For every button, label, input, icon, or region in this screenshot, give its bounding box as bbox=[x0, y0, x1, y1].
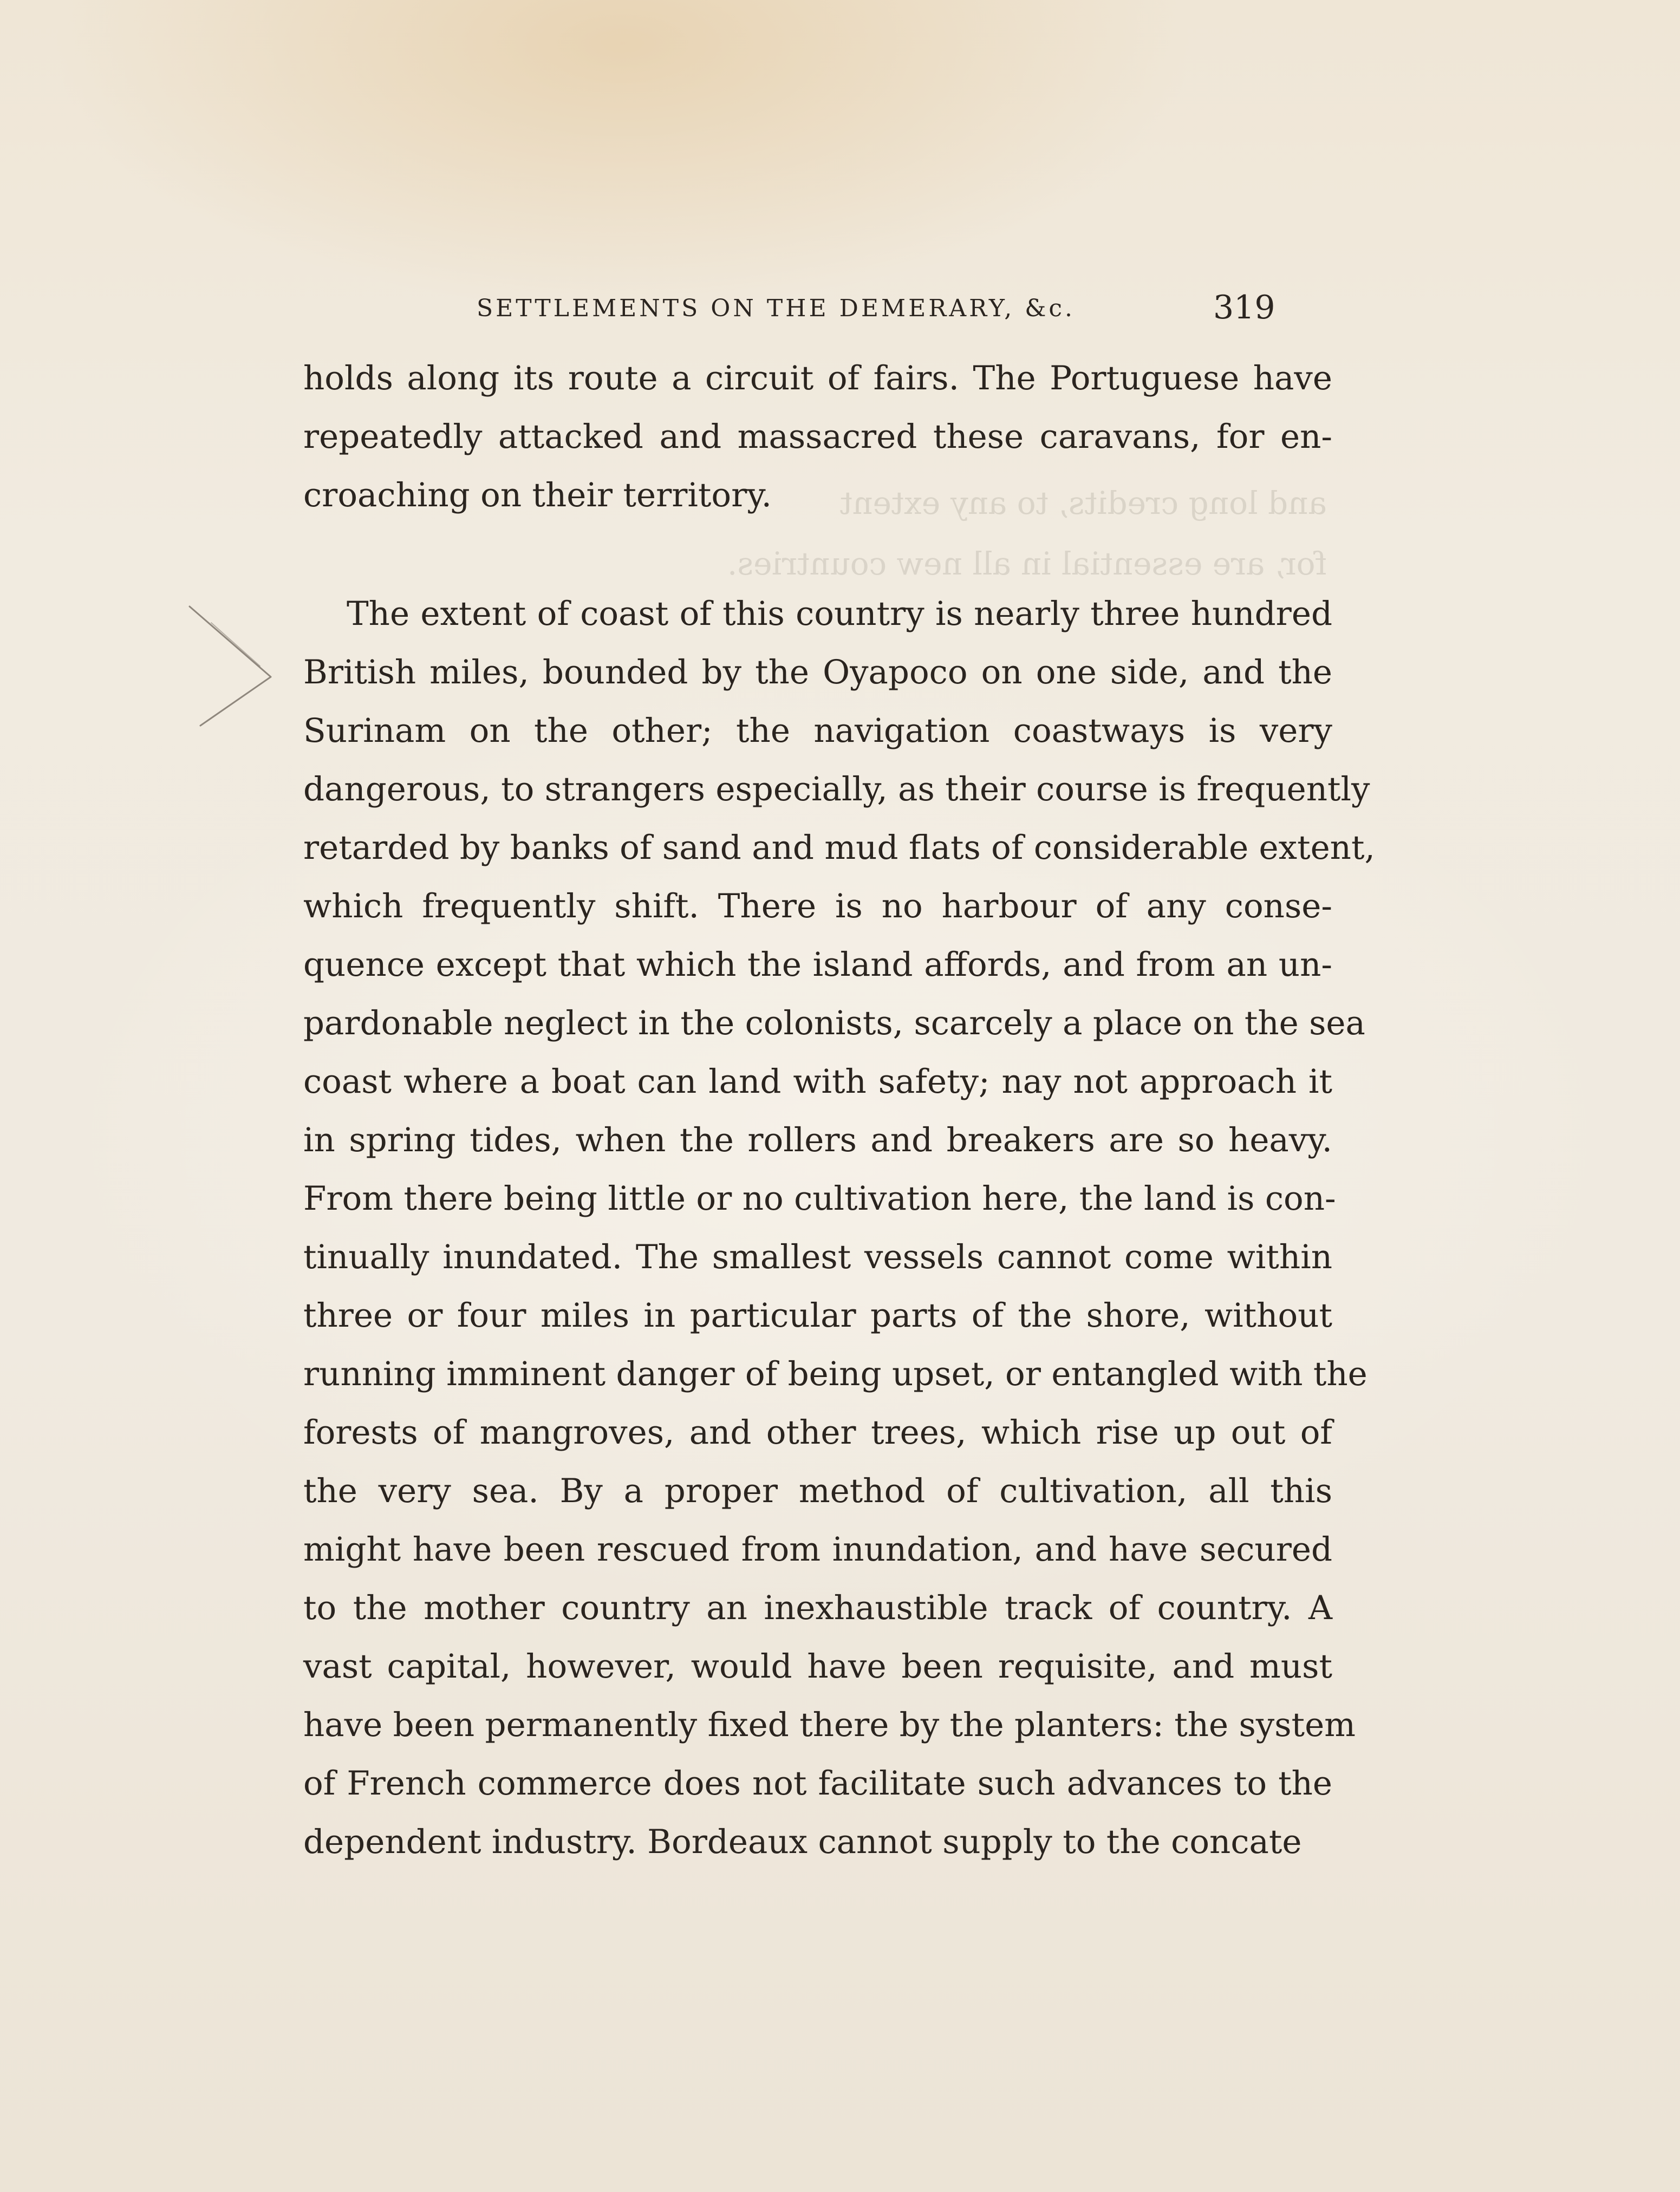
paragraph-2-line: coast where a boat can land with safety; nay not approach it bbox=[303, 1062, 1332, 1101]
paragraph-2-line: to the mother country an inexhaustible track of country. A bbox=[303, 1589, 1332, 1627]
paragraph-2-line: vast capital, however, would have been requisite, and must bbox=[303, 1647, 1332, 1686]
paragraph-1-line: croaching on their territory. bbox=[303, 476, 772, 514]
running-head-title: SETTLEMENTS ON THE DEMERARY, &c. bbox=[477, 295, 1076, 322]
paragraph-2-line: have been permanently fixed there by the planters: the system bbox=[303, 1706, 1356, 1744]
paragraph-2-line: dependent industry. Bordeaux cannot supply to the concate bbox=[303, 1823, 1302, 1861]
paragraph-2-line: dangerous, to strangers especially, as their course is frequently bbox=[303, 770, 1370, 808]
paragraph-2-line: the very sea. By a proper method of cultivation, all this bbox=[303, 1472, 1332, 1510]
paragraph-2-line: The extent of coast of this country is nearly three hundred bbox=[347, 595, 1332, 633]
bleed-through-line: and long credits, to any extent bbox=[839, 485, 1327, 521]
paragraph-2-line: in spring tides, when the rollers and breakers are so heavy. bbox=[303, 1121, 1332, 1159]
paragraph-2-line: Surinam on the other; the navigation coastways is very bbox=[303, 712, 1332, 750]
paragraph-2-line: of French commerce does not facilitate such advances to the bbox=[303, 1764, 1332, 1803]
paragraph-1-line: repeatedly attacked and massacred these caravans, for en- bbox=[303, 417, 1332, 456]
paragraph-2-line: From there being little or no cultivation here, the land is con- bbox=[303, 1179, 1336, 1218]
paragraph-2-line: pardonable neglect in the colonists, scarcely a place on the sea bbox=[303, 1004, 1365, 1042]
paragraph-2-line: retarded by banks of sand and mud flats of considerable extent, bbox=[303, 828, 1375, 867]
paragraph-2-line: running imminent danger of being upset, or entangled with the bbox=[303, 1355, 1368, 1393]
paragraph-2-line: tinually inundated. The smallest vessels cannot come within bbox=[303, 1238, 1332, 1276]
paragraph-2-line: forests of mangroves, and other trees, which rise up out of bbox=[303, 1413, 1332, 1452]
paragraph-2-line: British miles, bounded by the Oyapoco on one side, and the bbox=[303, 653, 1332, 691]
paragraph-2-line: three or four miles in particular parts of the shore, without bbox=[303, 1296, 1332, 1335]
page-number: 319 bbox=[1213, 289, 1275, 327]
pencil-chevron-icon bbox=[179, 601, 309, 742]
paragraph-1-line: holds along its route a circuit of fairs. The Portuguese have bbox=[303, 359, 1332, 397]
bleed-through-line: for, are essential in all new countries. bbox=[727, 545, 1327, 582]
paragraph-2-line: quence except that which the island affords, and from an un- bbox=[303, 945, 1332, 984]
paragraph-2-line: which frequently shift. There is no harbour of any conse- bbox=[303, 887, 1332, 925]
paragraph-2-line: might have been rescued from inundation, and have secured bbox=[303, 1530, 1332, 1569]
